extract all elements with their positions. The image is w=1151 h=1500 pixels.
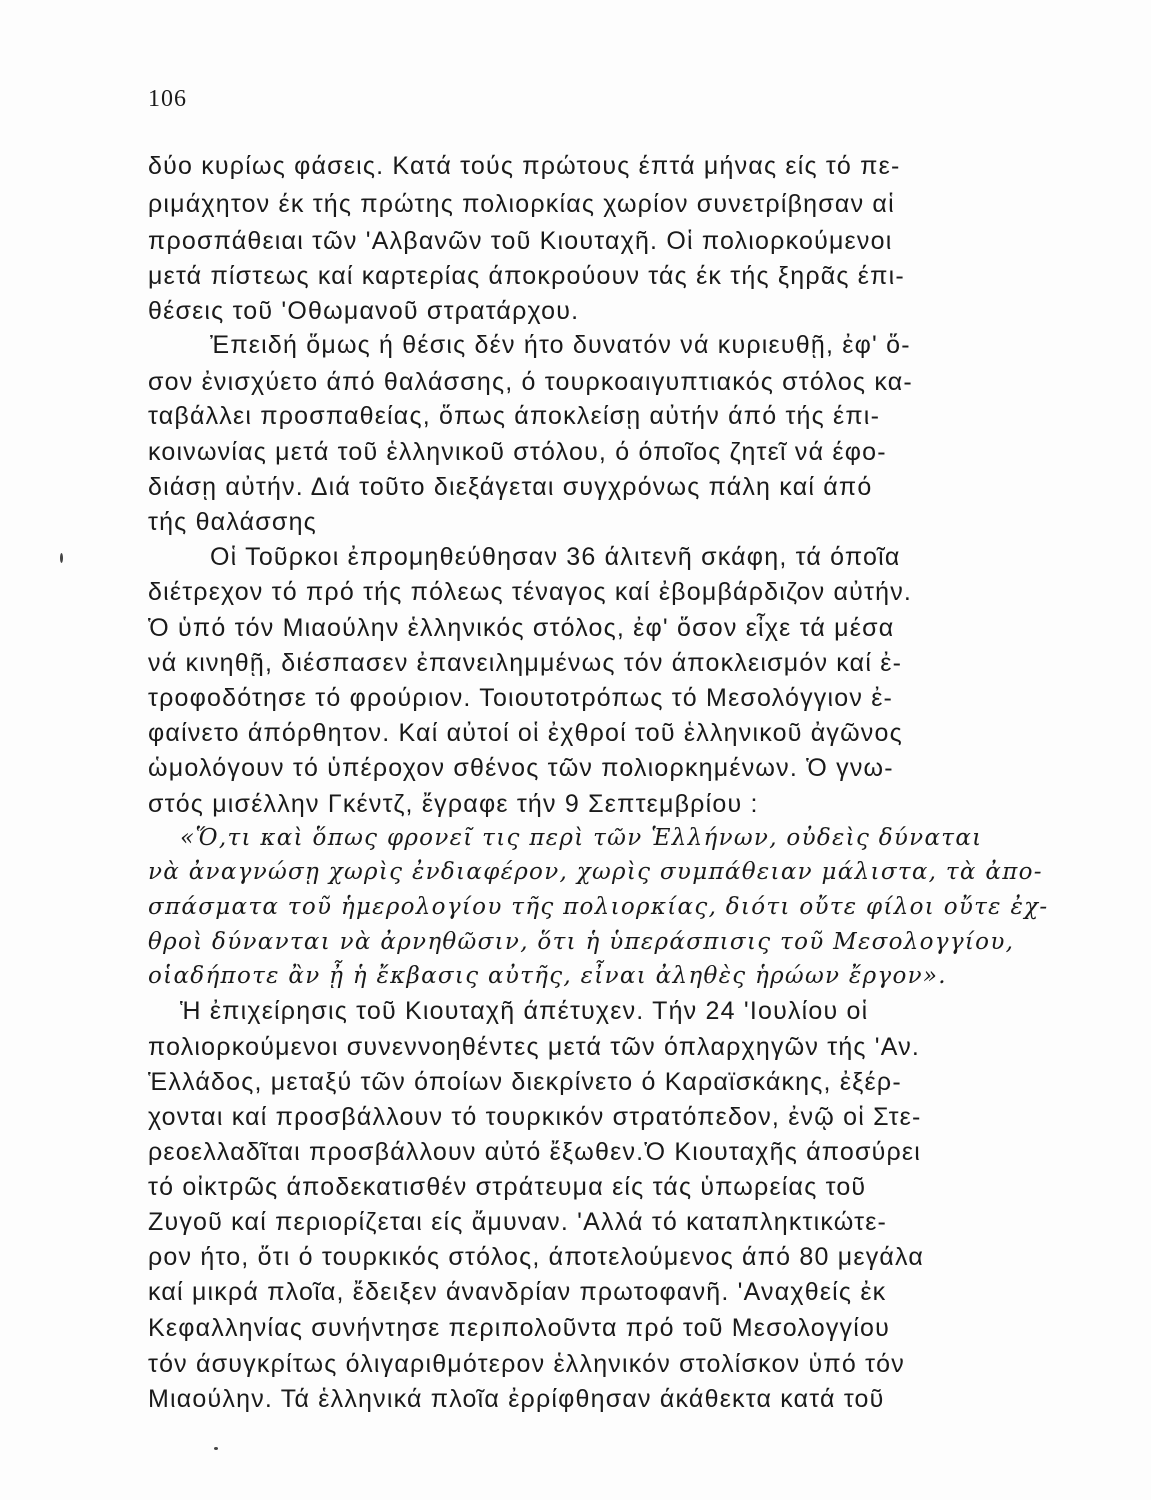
quote-line: οἱαδήποτε ἂν ᾖ ἡ ἔκβασις αὐτῆς, εἶναι ἀληθὲς ἡρώων ἔργον».	[148, 963, 947, 989]
text-line: σον ἐνισχύετο άπό θαλάσσης, ό τουρκοαιγυπτιακός στόλος κα-	[148, 368, 913, 396]
text-line: Ζυγοῦ καί περιορίζεται είς ἄμυναν. 'Αλλά τό καταπληκτικώτε-	[148, 1208, 888, 1236]
text-line: Κεφαλληνίας συνήντησε περιπολοῦντα πρό τοῦ Μεσολογγίου	[148, 1314, 890, 1342]
text-line: Ἐπειδή ὅμως ή θέσις δέν ήτο δυνατόν νά κυριευθῇ, ἐφ' ὅ-	[210, 331, 911, 359]
text-line: θέσεις τοῦ 'Οθωμανοῦ στρατάρχου.	[148, 297, 580, 325]
text-line: ρον ήτο, ὅτι ό τουρκικός στόλος, άποτελούμενος άπό 80 μεγάλα	[148, 1243, 925, 1271]
text-line: Μιαούλην. Τά ἑλληνικά πλοῖα ἐρρίφθησαν άκάθεκτα κατά τοῦ	[148, 1385, 885, 1413]
text-line: Οἱ Τοῦρκοι ἐπρομηθεύθησαν 36 άλιτενῆ σκάφη, τά όποῖα	[210, 543, 901, 571]
scan-mark	[214, 1447, 218, 1450]
text-line: πολιορκούμενοι συνεννοηθέντες μετά τῶν όπλαρχηγῶν τής 'Αν.	[148, 1033, 921, 1061]
text-line: καί μικρά πλοῖα, ἔδειξεν άνανδρίαν πρωτοφανῆ. 'Αναχθείς ἐκ	[148, 1278, 887, 1306]
text-line: κοινωνίας μετά τοῦ ἑλληνικοῦ στόλου, ό όποῖος ζητεῖ νά έφο-	[148, 438, 887, 466]
text-line: ταβάλλει προσπαθείας, ὅπως άποκλείσῃ αὐτήν άπό τής έπι-	[148, 402, 881, 430]
text-line: τόν άσυγκρίτως όλιγαριθμότερον ἑλληνικόν στολίσκον ὑπό τόν	[148, 1350, 905, 1378]
text-line: μετά πίστεως καί καρτερίας άποκρούουν τάς έκ τής ξηρᾶς έπι-	[148, 262, 905, 290]
text-line: ὡμολόγουν τό ὑπέροχον σθένος τῶν πολιορκημένων. Ὁ γνω-	[148, 754, 894, 782]
text-line: Ὁ ὑπό τόν Μιαούλην ἑλληνικός στόλος, ἐφ' ὅσον εἶχε τά μέσα	[148, 614, 895, 642]
text-line: τής θαλάσσης	[148, 508, 317, 536]
text-line: φαίνετο άπόρθητον. Καί αὐτοί οἱ ἐχθροί τοῦ ἑλληνικοῦ ἀγῶνος	[148, 719, 903, 747]
text-line: νά κινηθῇ, διέσπασεν ἐπανειλημμένως τόν άποκλεισμόν καί ἐ-	[148, 649, 903, 677]
quote-line: «Ὅ,τι καὶ ὅπως φρονεῖ τις περὶ τῶν Ἑλλήνων, οὐδεὶς δύναται	[180, 825, 983, 851]
text-line: ρεοελλαδῖται προσβάλλουν αὐτό ἔξωθεν.Ὁ Κιουταχῆς άποσύρει	[148, 1138, 922, 1166]
page-number: 106	[148, 86, 187, 112]
text-line: ριμάχητον έκ τής πρώτης πολιορκίας χωρίον συνετρίβησαν αἱ	[148, 190, 895, 218]
text-line: διέτρεχον τό πρό τής πόλεως τέναγος καί ἐβομβάρδιζον αὐτήν.	[148, 578, 913, 606]
text-line: τροφοδότησε τό φρούριον. Τοιουτοτρόπως τό Μεσολόγγιον ἐ-	[148, 684, 894, 712]
quote-line: νὰ ἀναγνώσῃ χωρὶς ἐνδιαφέρον, χωρὶς συμπάθειαν μάλιστα, τὰ ἀπο-	[148, 859, 1043, 885]
text-line: χονται καί προσβάλλουν τό τουρκικόν στρατόπεδον, ἐνῷ οἱ Στε-	[148, 1103, 922, 1131]
quote-line: θροὶ δύνανται νὰ ἀρνηθῶσιν, ὅτι ἡ ὑπεράσπισις τοῦ Μεσολογγίου,	[148, 929, 1015, 955]
text-line: τό οἰκτρῶς άποδεκατισθέν στράτευμα είς τάς ὑπωρείας τοῦ	[148, 1173, 867, 1201]
text-line: διάσῃ αὐτήν. Διά τοῦτο διεξάγεται συγχρόνως πάλη καί άπό	[148, 473, 873, 501]
text-line: στός μισέλλην Γκέντζ, ἔγραφε τήν 9 Σεπτεμβρίου :	[148, 790, 759, 818]
text-line: δύο κυρίως φάσεις. Κατά τούς πρώτους έπτά μήνας είς τό πε-	[148, 152, 901, 180]
scan-mark	[60, 553, 63, 563]
text-line: Ἑλλάδος, μεταξύ τῶν όποίων διεκρίνετο ό Καραϊσκάκης, ἐξέρ-	[148, 1068, 902, 1096]
text-line: Ἡ ἐπιχείρησις τοῦ Κιουταχῆ άπέτυχεν. Τήν 24 'Ιουλίου οἱ	[180, 997, 869, 1025]
quote-line: σπάσματα τοῦ ἡμερολογίου τῆς πολιορκίας, διότι οὔτε φίλοι οὔτε ἐχ-	[148, 894, 1049, 920]
text-line: προσπάθειαι τῶν 'Αλβανῶν τοῦ Κιουταχῆ. Οἱ πολιορκούμενοι	[148, 227, 893, 255]
